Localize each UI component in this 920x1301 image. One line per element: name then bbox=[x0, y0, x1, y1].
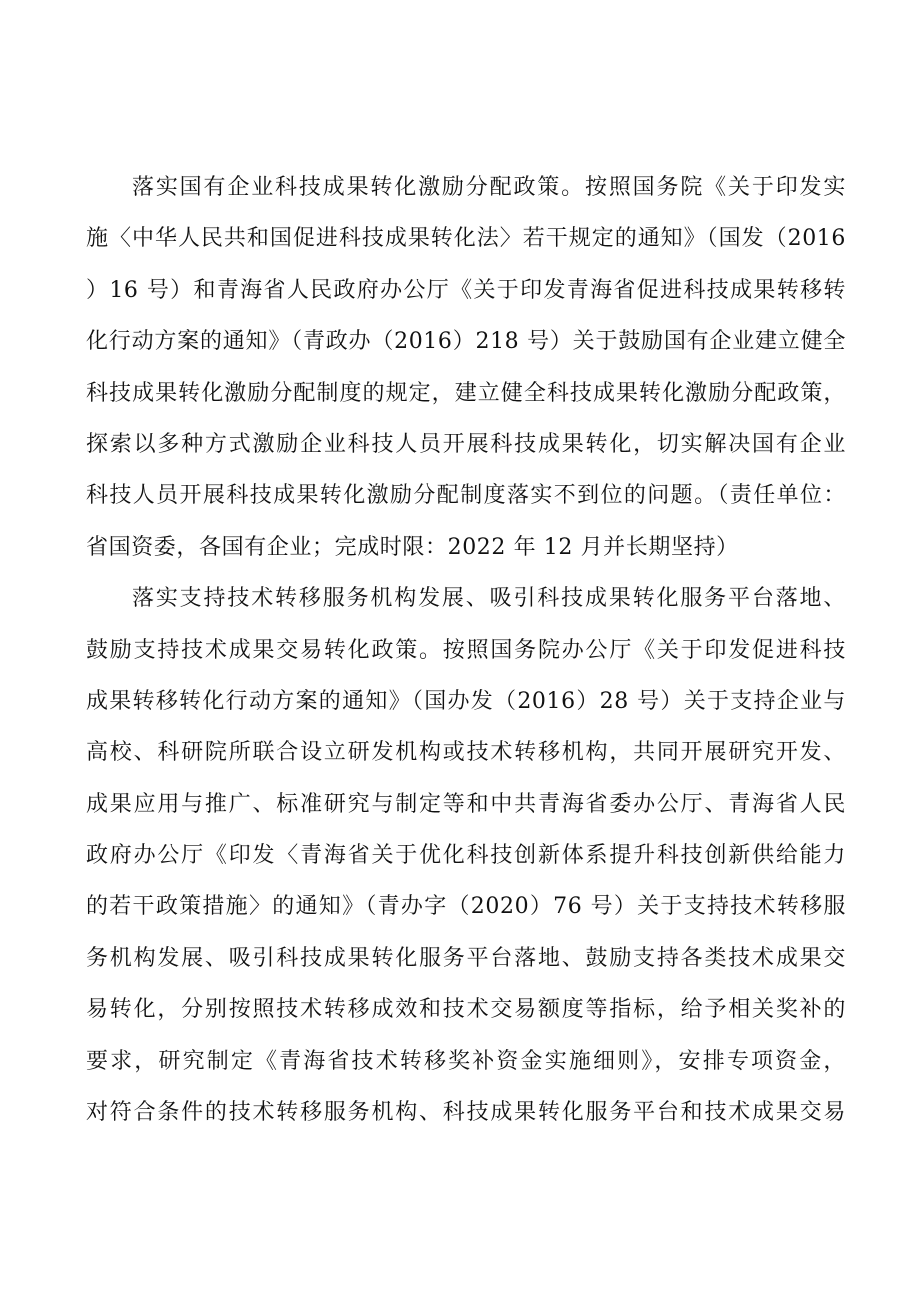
paragraph-line: 施〈中华人民共和国促进科技成果转化法〉若干规定的通知》（国发（2016 bbox=[86, 226, 846, 252]
paragraph-1 bbox=[86, 162, 846, 573]
paragraph-line: 科技成果转化激励分配制度的规定，建立健全科技成果转化激励分配政策， bbox=[86, 380, 846, 406]
paragraph-line: 政府办公厅《印发〈青海省关于优化科技创新体系提升科技创新供给能力 bbox=[86, 843, 846, 869]
document-body bbox=[86, 162, 846, 1138]
paragraph-line: 落实国有企业科技成果转化激励分配政策。按照国务院《关于印发实 bbox=[132, 175, 846, 200]
paragraph-line: 的若干政策措施〉的通知》（青办字（2020）76 号）关于支持技术转移服 bbox=[86, 894, 846, 920]
paragraph-line: 化行动方案的通知》（青政办（2016）218 号）关于鼓励国有企业建立健全 bbox=[86, 329, 846, 355]
paragraph-line: 易转化，分别按照技术转移成效和技术交易额度等指标，给予相关奖补的 bbox=[86, 997, 846, 1023]
paragraph-line: 鼓励支持技术成果交易转化政策。按照国务院办公厅《关于印发促进科技 bbox=[86, 637, 846, 663]
paragraph-line: ）16 号）和青海省人民政府办公厅《关于印发青海省促进科技成果转移转 bbox=[86, 277, 846, 303]
paragraph-line: 要求，研究制定《青海省技术转移奖补资金实施细则》，安排专项资金， bbox=[86, 1048, 846, 1074]
paragraph-line: 落实支持技术转移服务机构发展、吸引科技成果转化服务平台落地、 bbox=[132, 586, 846, 612]
paragraph-line: 省国资委，各国有企业；完成时限：2022 年 12 月并长期坚持） bbox=[86, 534, 739, 560]
paragraph-2 bbox=[86, 573, 846, 1138]
paragraph-line: 探索以多种方式激励企业科技人员开展科技成果转化，切实解决国有企业 bbox=[86, 431, 846, 457]
paragraph-line: 务机构发展、吸引科技成果转化服务平台落地、鼓励支持各类技术成果交 bbox=[86, 945, 846, 971]
paragraph-line: 科技人员开展科技成果转化激励分配制度落实不到位的问题。（责任单位： bbox=[86, 483, 846, 509]
paragraph-line: 成果转移转化行动方案的通知》（国办发（2016）28 号）关于支持企业与 bbox=[86, 688, 846, 714]
paragraph-line: 高校、科研院所联合设立研发机构或技术转移机构，共同开展研究开发、 bbox=[86, 740, 846, 766]
paragraph-line: 对符合条件的技术转移服务机构、科技成果转化服务平台和技术成果交易 bbox=[86, 1100, 846, 1126]
paragraph-line: 成果应用与推广、标准研究与制定等和中共青海省委办公厅、青海省人民 bbox=[86, 791, 846, 817]
